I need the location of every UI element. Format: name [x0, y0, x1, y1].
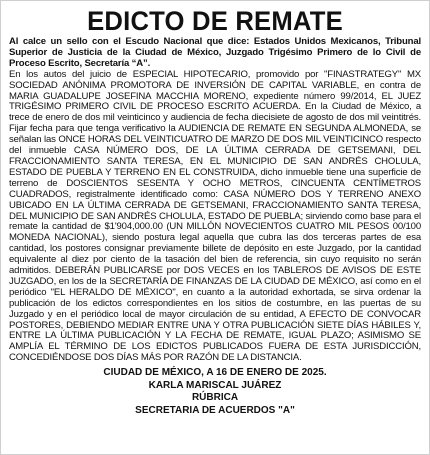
place-date: CIUDAD DE MÉXICO, A 16 DE ENERO DE 2025. — [103, 367, 327, 379]
edict-main-paragraph: En los autos del juicio de ESPECIAL HIPOTECARIO, promovido por "FINASTRATEGY" MX SOCIEDAD ANÓNIMA PROMOTORA DE INVERSIÓN DE CAPITAL VARIABLE, en contra de MARIA GUADALUPE JOSEFINA MACCHIA MORENO, expediente número 99/2014, EL JUEZ TRIGÉSIMO PRIMERO CIVIL DE PROCESO ESCRITO ACUERDA. En la Ciudad de México, a trece de enero de dos mil veinticinco y audiencia de fecha diecisiete de agosto de dos mil veintitrés. Fijar fecha para que tenga verificativo la AUDIENCIA DE REMATE EN SEGUNDA ALMONEDA, se señalan las ONCE HORAS DEL VEINTICUATRO DE MARZO DE DOS MIL VEINTICINCO respecto del inmueble CASA NÚMERO DOS, DE LA ÚLTIMA CERRADA DE GETSEMANI, DEL FRACCIONAMIENTO SANTA TERESA, EN EL MUNICIPIO DE SAN ANDRÉS CHOLULA, ESTADO DE PUEBLA Y TERRENO EN EL CONSTRUIDA, dicho inmueble tiene una superficie de terreno de DOSCIENTOS SESENTA Y OCHO METROS, CINCUENTA CENTÍMETROS CUADRADOS, registralmente identificado como: CASA NÚMERO DOS Y TERRENO ANEXO UBICADO EN LA ÚLTIMA CERRADA DE GETSEMANI, FRACCIONAMIENTO SANTA TERESA, DEL MUNICIPIO DE SAN ANDRÉS CHOLULA, ESTADO DE PUEBLA; sirviendo como base para el remate la cantidad de $1'904,000.00 (UN MILLÓN NOVECIENTOS CUATRO MIL PESOS 00/100 MONEDA NACIONAL), siendo postura legal aquella que cubra las dos terceras partes de esa cantidad, los postores consignar previamente billete de depósito en este Juzgado, por la cantidad equivalente al diez por ciento de la tasación del bien de referencia, sin cuyo requisito no serán admitidos. DEBERÁN PUBLICARSE por DOS VECES en los TABLEROS DE AVISOS DE ESTE JUZGADO, en los de la SECRETARÍA DE FINANZAS DE LA CIUDAD DE MÉXICO, así como en el periódico "EL HERALDO DE MÉXICO", en cuanto a la autoridad exhortada, se sirva ordenar la publicación de los edictos correspondientes en los sitios de costumbre, en las puertas de su Juzgado y en el periódico local de mayor circulación de su entidad, A EFECTO DE CONVOCAR POSTORES, DEBIENDO MEDIAR ENTRE UNA Y OTRA PUBLICACIÓN SIETE DÍAS HÁBILES Y, ENTRE LA ÚLTIMA PUBLICACIÓN Y LA FECHA DE REMATE, IGUAL PLAZO; ASIMISMO SE AMPLÍA EL TÉRMINO DE LOS EDICTOS PUBLICADOS FUERA DE ESTA JURISDICCIÓN, CONCEDIÉNDOSE DOS DÍAS MÁS POR RAZÓN DE LA DISTANCIA. — [9, 68, 421, 364]
signer-position: SECRETARIA DE ACUERDOS "A" — [135, 404, 295, 416]
signer-name: KARLA MARISCAL JUÁREZ — [148, 379, 282, 391]
edict-body — [9, 37, 421, 364]
edict-title: EDICTO DE REMATE — [87, 6, 343, 36]
signature-block — [9, 367, 421, 417]
seal-heading: Al calce un sello con el Escudo Nacional que dice: Estados Unidos Mexicanos, Tribunal Superior de Justicia de la Ciudad de México, Juzgado Trigésimo Primero de lo Civil de Proceso Escrito, Secretaría “A”. — [9, 36, 421, 69]
rubrica-label: RÚBRICA — [191, 392, 239, 404]
